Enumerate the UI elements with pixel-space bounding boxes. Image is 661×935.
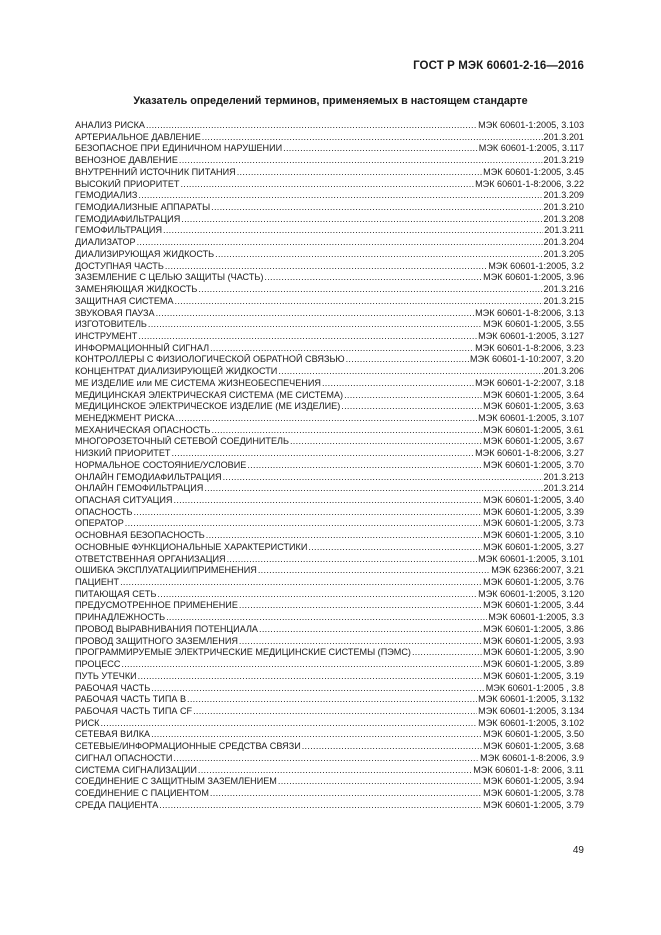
dot-leader (206, 530, 482, 542)
index-entry (75, 272, 584, 284)
index-reference: МЭК 60601-1:2005, 3.39 (483, 506, 584, 517)
index-reference: МЭК 60601-1:2005, 3.96 (483, 272, 584, 283)
index-entry (75, 284, 584, 296)
index-term: ПУТЬ УТЕЧКИ (75, 670, 137, 681)
index-term: ОПЕРАТОР (75, 518, 124, 529)
index-entry (75, 354, 584, 366)
index-term: ДИАЛИЗАТОР (75, 237, 136, 248)
index-entry (75, 600, 584, 612)
dot-leader (181, 214, 542, 226)
dot-leader (278, 776, 482, 788)
dot-leader (165, 261, 487, 273)
index-reference: МЭК 60601-1:2005, 3.55 (483, 319, 584, 330)
index-entry (75, 659, 584, 671)
dot-leader (259, 624, 482, 636)
index-entry (75, 413, 584, 425)
index-term: ПРОГРАММИРУЕМЫЕ ЭЛЕКТРИЧЕСКИЕ МЕДИЦИНСКИЕ СИСТЕМЫ (ПЭМС) (75, 647, 411, 658)
index-reference: МЭК 60601-1:2005, 3.89 (483, 659, 584, 670)
dot-leader (100, 718, 477, 730)
index-term: ДОСТУПНАЯ ЧАСТЬ (75, 260, 164, 271)
dot-leader (138, 671, 483, 683)
index-entry (75, 308, 584, 320)
index-term: СОЕДИНЕНИЕ С ЗАЩИТНЫМ ЗАЗЕМЛЕНИЕМ (75, 776, 277, 787)
dot-leader (258, 565, 490, 577)
index-reference: МЭК 60601-1:2005, 3.40 (483, 495, 584, 505)
dot-leader (193, 706, 477, 718)
index-term: МНОГОРОЗЕТОЧНЫЙ СЕТЕВОЙ СОЕДИНИТЕЛЬ (75, 436, 289, 447)
index-term: ИЗГОТОВИТЕЛЬ (75, 319, 147, 330)
dot-leader (198, 765, 472, 777)
index-reference: 201.3.209 (543, 190, 584, 201)
index-reference: 201.3.215 (543, 295, 584, 306)
index-term: РИСК (75, 717, 100, 728)
index-reference: МЭК 60601-1-8:2006, 3.9 (480, 752, 584, 763)
index-entry (75, 190, 584, 202)
index-entry (75, 401, 584, 413)
index-reference: 201.3.211 (544, 225, 584, 236)
index-reference: МЭК 60601-1:2005, 3.63 (483, 401, 584, 412)
index-entry (75, 366, 584, 378)
index-entry (75, 671, 584, 683)
dot-leader (210, 343, 474, 355)
dot-leader (151, 729, 482, 741)
index-entry (75, 460, 584, 472)
index-term: АНАЛИЗ РИСКА (75, 120, 145, 130)
index-reference: МЭК 60601-1:2005, 3.3 (488, 612, 584, 623)
index-term: ОПАСНОСТЬ (75, 506, 133, 517)
index-reference: МЭК 60601-1:2005, 3.134 (478, 705, 584, 716)
index-term: ДИАЛИЗИРУЮЩАЯ ЖИДКОСТЬ (75, 248, 215, 259)
index-reference: МЭК 60601-1-8:2006, 3.22 (475, 178, 584, 189)
dot-leader (264, 272, 482, 284)
dot-leader (171, 448, 474, 460)
term-index-list (75, 120, 584, 811)
dot-leader (223, 472, 543, 484)
index-entry (75, 425, 584, 437)
index-term: ИНСТРУМЕНТ (75, 330, 138, 341)
dot-leader (125, 518, 482, 530)
index-reference: 201.3.210 (543, 202, 584, 213)
index-reference: 201.3.205 (543, 248, 584, 259)
index-entry (75, 718, 584, 730)
dot-leader (308, 542, 482, 554)
index-entry (75, 683, 584, 695)
index-reference: МЭК 60601-1:2005, 3.50 (483, 729, 584, 740)
index-reference: МЭК 60601-1:2005, 3.44 (483, 600, 584, 611)
index-term: МЕДИЦИНСКАЯ ЭЛЕКТРИЧЕСКАЯ СИСТЕМА (МЕ СИСТЕМА) (75, 389, 344, 400)
dot-leader (159, 800, 482, 812)
index-term: ПРИНАДЛЕЖНОСТЬ (75, 612, 166, 623)
index-term: МЕХАНИЧЕСКАЯ ОПАСНОСТЬ (75, 424, 211, 435)
index-term: ПРОВОД ЗАЩИТНОГО ЗАЗЕМЛЕНИЯ (75, 635, 238, 646)
dot-leader (211, 202, 542, 214)
index-term: ВЫСОКИЙ ПРИОРИТЕТ (75, 178, 180, 189)
index-term: ЗВУКОВАЯ ПАУЗА (75, 307, 155, 318)
index-reference: 201.3.216 (543, 284, 584, 295)
index-entry (75, 788, 584, 800)
index-reference: МЭК 60601-1:2005, 3.68 (483, 741, 584, 752)
index-reference: 201.3.214 (543, 483, 584, 494)
index-term: ИНФОРМАЦИОННЫЙ СИГНАЛ (75, 342, 210, 353)
index-reference: МЭК 60601-1:2005, 3.70 (483, 459, 584, 470)
dot-leader (202, 132, 543, 144)
index-reference: МЭК 60601-1:2005, 3.107 (478, 412, 584, 423)
dot-leader (210, 788, 482, 800)
index-entry (75, 741, 584, 753)
index-term: ГЕМОДИАФИЛЬТРАЦИЯ (75, 213, 181, 224)
index-entry (75, 612, 584, 624)
index-entry (75, 237, 584, 249)
index-reference: МЭК 60601-1-10:2007, 3.20 (470, 354, 584, 365)
dot-leader (176, 413, 477, 425)
index-entry (75, 554, 584, 566)
dot-leader (151, 683, 485, 695)
index-term: МЕДИЦИНСКОЕ ЭЛЕКТРИЧЕСКОЕ ИЗДЕЛИЕ (МЕ ИЗДЕЛИЕ) (75, 401, 341, 412)
index-term: СРЕДА ПАЦИЕНТА (75, 799, 159, 810)
index-entry (75, 577, 584, 589)
index-reference: МЭК 60601-1:2005, 3.101 (478, 553, 584, 564)
dot-leader (174, 495, 483, 507)
index-entry (75, 155, 584, 167)
index-term: КОНТРОЛЛЕРЫ С ФИЗИОЛОГИЧЕСКОЙ ОБРАТНОЙ СВЯЗЬЮ (75, 354, 345, 365)
index-entry (75, 694, 584, 706)
index-term: СОЕДИНЕНИЕ С ПАЦИЕНТОМ (75, 787, 209, 798)
dot-leader (146, 120, 477, 132)
index-term: ЗАМЕНЯЮЩАЯ ЖИДКОСТЬ (75, 284, 198, 295)
index-entry (75, 706, 584, 718)
index-entry (75, 319, 584, 331)
index-reference: МЭК 60601-1:2005, 3.73 (483, 518, 584, 529)
dot-leader (239, 636, 482, 648)
index-term: СИГНАЛ ОПАСНОСТИ (75, 752, 173, 763)
dot-leader (302, 741, 482, 753)
index-term: ПАЦИЕНТ (75, 577, 120, 588)
index-entry (75, 390, 584, 402)
index-entry (75, 495, 584, 507)
index-reference: МЭК 60601-1:2005, 3.102 (478, 717, 584, 728)
index-term: ОСНОВНАЯ БЕЗОПАСНОСТЬ (75, 530, 205, 541)
dot-leader (344, 390, 482, 402)
index-entry (75, 800, 584, 812)
index-entry (75, 343, 584, 355)
index-term: РАБОЧАЯ ЧАСТЬ (75, 682, 151, 693)
document-standard-code: ГОСТ Р МЭК 60601-2-16—2016 (413, 60, 584, 72)
index-reference: МЭК 60601-1-8:2006, 3.27 (475, 448, 584, 459)
index-reference: МЭК 60601-1:2005, 3.10 (483, 530, 584, 541)
index-term: НИЗКИЙ ПРИОРИТЕТ (75, 448, 171, 459)
index-reference: МЭК 60601-1:2005 , 3.8 (485, 682, 584, 693)
index-reference: МЭК 60601-1:2005, 3.27 (483, 541, 584, 552)
index-reference: МЭК 60601-1:2005, 3.79 (483, 799, 584, 810)
index-term: ПРОВОД ВЫРАВНИВАНИЯ ПОТЕНЦИАЛА (75, 623, 258, 634)
dot-leader (237, 167, 482, 179)
dot-leader (247, 460, 482, 472)
index-entry (75, 729, 584, 741)
index-reference: МЭК 60601-1-8:2006, 3.23 (475, 342, 584, 353)
index-entry (75, 530, 584, 542)
index-entry (75, 624, 584, 636)
dot-leader (227, 554, 478, 566)
index-entry (75, 776, 584, 788)
index-reference: 201.3.206 (543, 366, 584, 377)
index-term: ГЕМОДИАЛИЗ (75, 190, 138, 201)
index-reference: МЭК 60601-1-8: 2006, 3.11 (473, 764, 584, 775)
index-entry (75, 647, 584, 659)
index-entry (75, 507, 584, 519)
dot-leader (341, 401, 482, 413)
index-entry (75, 542, 584, 554)
dot-leader (412, 647, 482, 659)
index-term: СИСТЕМА СИГНАЛИЗАЦИИ (75, 764, 197, 775)
index-term: ЗАЩИТНАЯ СИСТЕМА (75, 295, 174, 306)
index-reference: МЭК 60601-1:2005, 3.90 (483, 647, 584, 658)
index-term: СЕТЕВАЯ ВИЛКА (75, 729, 151, 740)
index-term: ОНЛАЙН ГЕМОДИАФИЛЬТРАЦИЯ (75, 471, 222, 482)
index-entry (75, 179, 584, 191)
index-reference: МЭК 60601-1:2005, 3.45 (483, 166, 584, 177)
index-entry (75, 167, 584, 179)
index-reference: 201.3.213 (543, 471, 584, 482)
index-term: ВЕНОЗНОЕ ДАВЛЕНИЕ (75, 155, 178, 166)
index-reference: МЭК 60601-1:2005, 3.117 (478, 143, 584, 154)
index-entry (75, 132, 584, 144)
dot-leader (120, 577, 482, 589)
index-term: КОНЦЕНТРАТ ДИАЛИЗИРУЮЩЕЙ ЖИДКОСТИ (75, 366, 278, 377)
index-reference: МЭК 60601-1:2005, 3.61 (483, 424, 584, 435)
index-entry (75, 378, 584, 390)
index-reference: МЭК 60601-1:2005, 3.78 (483, 787, 584, 798)
index-term: БЕЗОПАСНОЕ ПРИ ЕДИНИЧНОМ НАРУШЕНИИ (75, 143, 283, 154)
dot-leader (198, 284, 542, 296)
index-reference: МЭК 60601-1:2005, 3.67 (483, 436, 584, 447)
dot-leader (212, 425, 483, 437)
index-entry (75, 120, 584, 132)
index-entry (75, 448, 584, 460)
index-entry (75, 261, 584, 273)
dot-leader (346, 354, 469, 366)
index-term: ПРЕДУСМОТРЕННОЕ ПРИМЕНЕНИЕ (75, 600, 238, 611)
index-reference: МЭК 60601-1:2005, 3.2 (488, 260, 584, 271)
index-reference: 201.3.204 (543, 237, 584, 248)
index-entry (75, 143, 584, 155)
index-entry (75, 331, 584, 343)
dot-leader (180, 179, 474, 191)
index-term: МЕНЕДЖМЕНТ РИСКА (75, 412, 175, 423)
index-term: АРТЕРИАЛЬНОЕ ДАВЛЕНИЕ (75, 131, 201, 142)
index-entry (75, 296, 584, 308)
index-entry (75, 214, 584, 226)
index-title: Указатель определений терминов, применяемых в настоящем стандарте (133, 95, 528, 107)
index-reference: МЭК 60601-1:2005, 3.120 (478, 588, 584, 599)
dot-leader (156, 308, 475, 320)
dot-leader (179, 155, 543, 167)
index-term: НОРМАЛЬНОЕ СОСТОЯНИЕ/УСЛОВИЕ (75, 459, 247, 470)
index-reference: МЭК 60601-1:2005, 3.64 (483, 389, 584, 400)
index-reference: МЭК 60601-1:2005, 3.19 (483, 670, 584, 681)
index-entry (75, 202, 584, 214)
index-entry (75, 518, 584, 530)
index-term: РАБОЧАЯ ЧАСТЬ ТИПА CF (75, 705, 193, 716)
dot-leader (239, 600, 482, 612)
index-reference: МЭК 62366:2007, 3.21 (491, 565, 584, 576)
page-number: 49 (572, 845, 584, 856)
index-term: СЕТЕВЫЕ/ИНФОРМАЦИОННЫЕ СРЕДСТВА СВЯЗИ (75, 741, 301, 752)
index-reference: МЭК 60601-1-8:2006, 3.13 (475, 307, 584, 318)
index-reference: 201.3.219 (543, 155, 584, 166)
dot-leader (157, 589, 477, 601)
index-reference: 201.3.208 (543, 213, 584, 224)
index-term: ЗАЗЕМЛЕНИЕ С ЦЕЛЬЮ ЗАЩИТЫ (ЧАСТЬ) (75, 272, 264, 283)
index-entry (75, 249, 584, 261)
index-term: МЕ ИЗДЕЛИЕ или МЕ СИСТЕМА ЖИЗНЕОБЕСПЕЧЕНИЯ (75, 377, 321, 388)
dot-leader (187, 694, 477, 706)
index-term: ОНЛАЙН ГЕМОФИЛЬТРАЦИЯ (75, 483, 204, 494)
dot-leader (121, 659, 482, 671)
index-reference: МЭК 60601-1:2005, 3.86 (483, 623, 584, 634)
dot-leader (138, 331, 477, 343)
index-entry (75, 436, 584, 448)
dot-leader (283, 143, 478, 155)
index-reference: МЭК 60601-1:2005, 3.127 (478, 330, 584, 341)
index-reference: МЭК 60601-1:2005, 3.93 (483, 635, 584, 646)
index-term: ОШИБКА ЭКСПЛУАТАЦИИ/ПРИМЕНЕНИЯ (75, 565, 257, 576)
index-term: ВНУТРЕННИЙ ИСТОЧНИК ПИТАНИЯ (75, 166, 236, 177)
dot-leader (204, 483, 542, 495)
index-entry (75, 636, 584, 648)
index-entry (75, 483, 584, 495)
dot-leader (173, 753, 479, 765)
index-term: ОТВЕТСТВЕННАЯ ОРГАНИЗАЦИЯ (75, 553, 226, 564)
index-reference: МЭК 60601-1:2005, 3.103 (478, 120, 584, 130)
dot-leader (133, 507, 482, 519)
dot-leader (278, 366, 542, 378)
index-entry (75, 589, 584, 601)
index-term: ПИТАЮЩАЯ СЕТЬ (75, 588, 157, 599)
dot-leader (175, 296, 543, 308)
index-term: ГЕМОДИАЛИЗНЫЕ АППАРАТЫ (75, 202, 211, 213)
dot-leader (215, 249, 542, 261)
index-term: ОСНОВНЫЕ ФУНКЦИОНАЛЬНЫЕ ХАРАКТЕРИСТИКИ (75, 541, 308, 552)
index-reference: МЭК 60601-1-2:2007, 3.18 (475, 377, 584, 388)
index-entry (75, 565, 584, 577)
index-term: ОПАСНАЯ СИТУАЦИЯ (75, 495, 173, 505)
index-term: ГЕМОФИЛЬТРАЦИЯ (75, 225, 163, 236)
index-reference: МЭК 60601-1:2005, 3.94 (483, 776, 584, 787)
index-reference: МЭК 60601-1:2005, 3.76 (483, 577, 584, 588)
dot-leader (290, 436, 482, 448)
index-entry (75, 225, 584, 237)
dot-leader (163, 225, 543, 237)
index-term: РАБОЧАЯ ЧАСТЬ ТИПА B (75, 694, 187, 705)
dot-leader (166, 612, 487, 624)
index-reference: 201.3.201 (543, 131, 584, 142)
index-entry (75, 765, 584, 777)
index-reference: МЭК 60601-1:2005, 3.132 (478, 694, 584, 705)
dot-leader (148, 319, 482, 331)
index-entry (75, 472, 584, 484)
index-entry (75, 753, 584, 765)
dot-leader (137, 237, 543, 249)
dot-leader (138, 190, 542, 202)
dot-leader (322, 378, 474, 390)
index-term: ПРОЦЕСС (75, 659, 121, 670)
